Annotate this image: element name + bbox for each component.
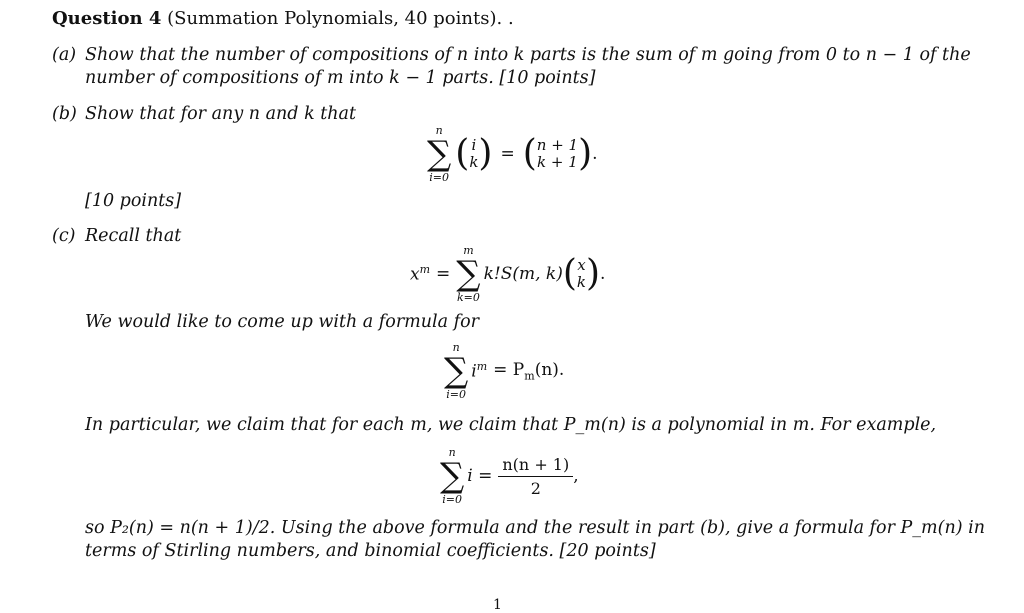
part-c-text1: We would like to come up with a formula for	[85, 312, 480, 332]
part-c-intro: Recall that	[85, 226, 182, 246]
equation-c3: n ∑ i=0 i = $\frac{n(n + 1)}{2}$ ,	[440, 446, 579, 506]
part-b-label: (b)	[52, 104, 77, 124]
sum-lower-limit: i=0	[429, 171, 449, 184]
fraction: $\frac{n(n + 1)}{2}$	[498, 455, 573, 498]
question-title	[52, 8, 514, 29]
sigma-glyph: ∑	[440, 456, 465, 496]
part-a-line1: Show that the number of compositions of n into k parts is the sum of m going from 0 to n − 1 of the	[85, 45, 971, 65]
sigma-glyph: ∑	[427, 134, 452, 174]
sum-symbol-b	[427, 124, 451, 184]
part-b-intro: Show that for any n and k that	[85, 104, 357, 124]
stirling-term: k!S(m, k)	[483, 264, 563, 284]
sigma-glyph: ∑	[444, 351, 469, 391]
binom-right: n + 1 k + 1	[536, 135, 579, 171]
binom-left: i k	[469, 135, 479, 171]
lhs-x: $x^m$	[410, 263, 431, 285]
sigma-glyph: ∑	[456, 254, 481, 294]
part-a-label: (a)	[52, 45, 77, 65]
part-b-points: [10 points]	[85, 191, 182, 211]
sum-symbol-c2: n ∑ i=0	[444, 341, 469, 401]
equation-c1: $x^m$ = m ∑ k=0 k!S(m, k) ( x k ) .	[410, 244, 606, 304]
part-c-text3-line1: so P₂(n) = n(n + 1)/2. Using the above formula and the result in part (b), give a formula for P_m(n) in	[85, 518, 985, 538]
part-c-text3-line2: terms of Stirling numbers, and binomial coefficients. [20 points]	[85, 541, 656, 561]
part-c-label: (c)	[52, 226, 76, 246]
equals-sign: =	[500, 144, 515, 164]
equation-b: n ∑ i=0 ( i k ) = ( n + 1 k + 1 ) .	[427, 124, 598, 184]
page-number: 1	[493, 597, 502, 613]
part-a-line2: number of compositions of m into k − 1 parts. [10 points]	[85, 68, 596, 88]
part-c-text2: In particular, we claim that for each m, we claim that P_m(n) is a polynomial in m. For example,	[85, 415, 937, 435]
question-trailing-dot: .	[507, 8, 514, 29]
sum-symbol-c1: m ∑ k=0	[456, 244, 481, 304]
question-subtitle: (Summation Polynomials, 40 points).	[167, 8, 503, 29]
question-label: Question 4	[52, 8, 162, 29]
sum-symbol-c3: n ∑ i=0	[440, 446, 465, 506]
sum-upper-limit: n	[435, 124, 443, 137]
equation-c2: n ∑ i=0 $i^m$ = $P_m(n)$.	[444, 341, 565, 401]
